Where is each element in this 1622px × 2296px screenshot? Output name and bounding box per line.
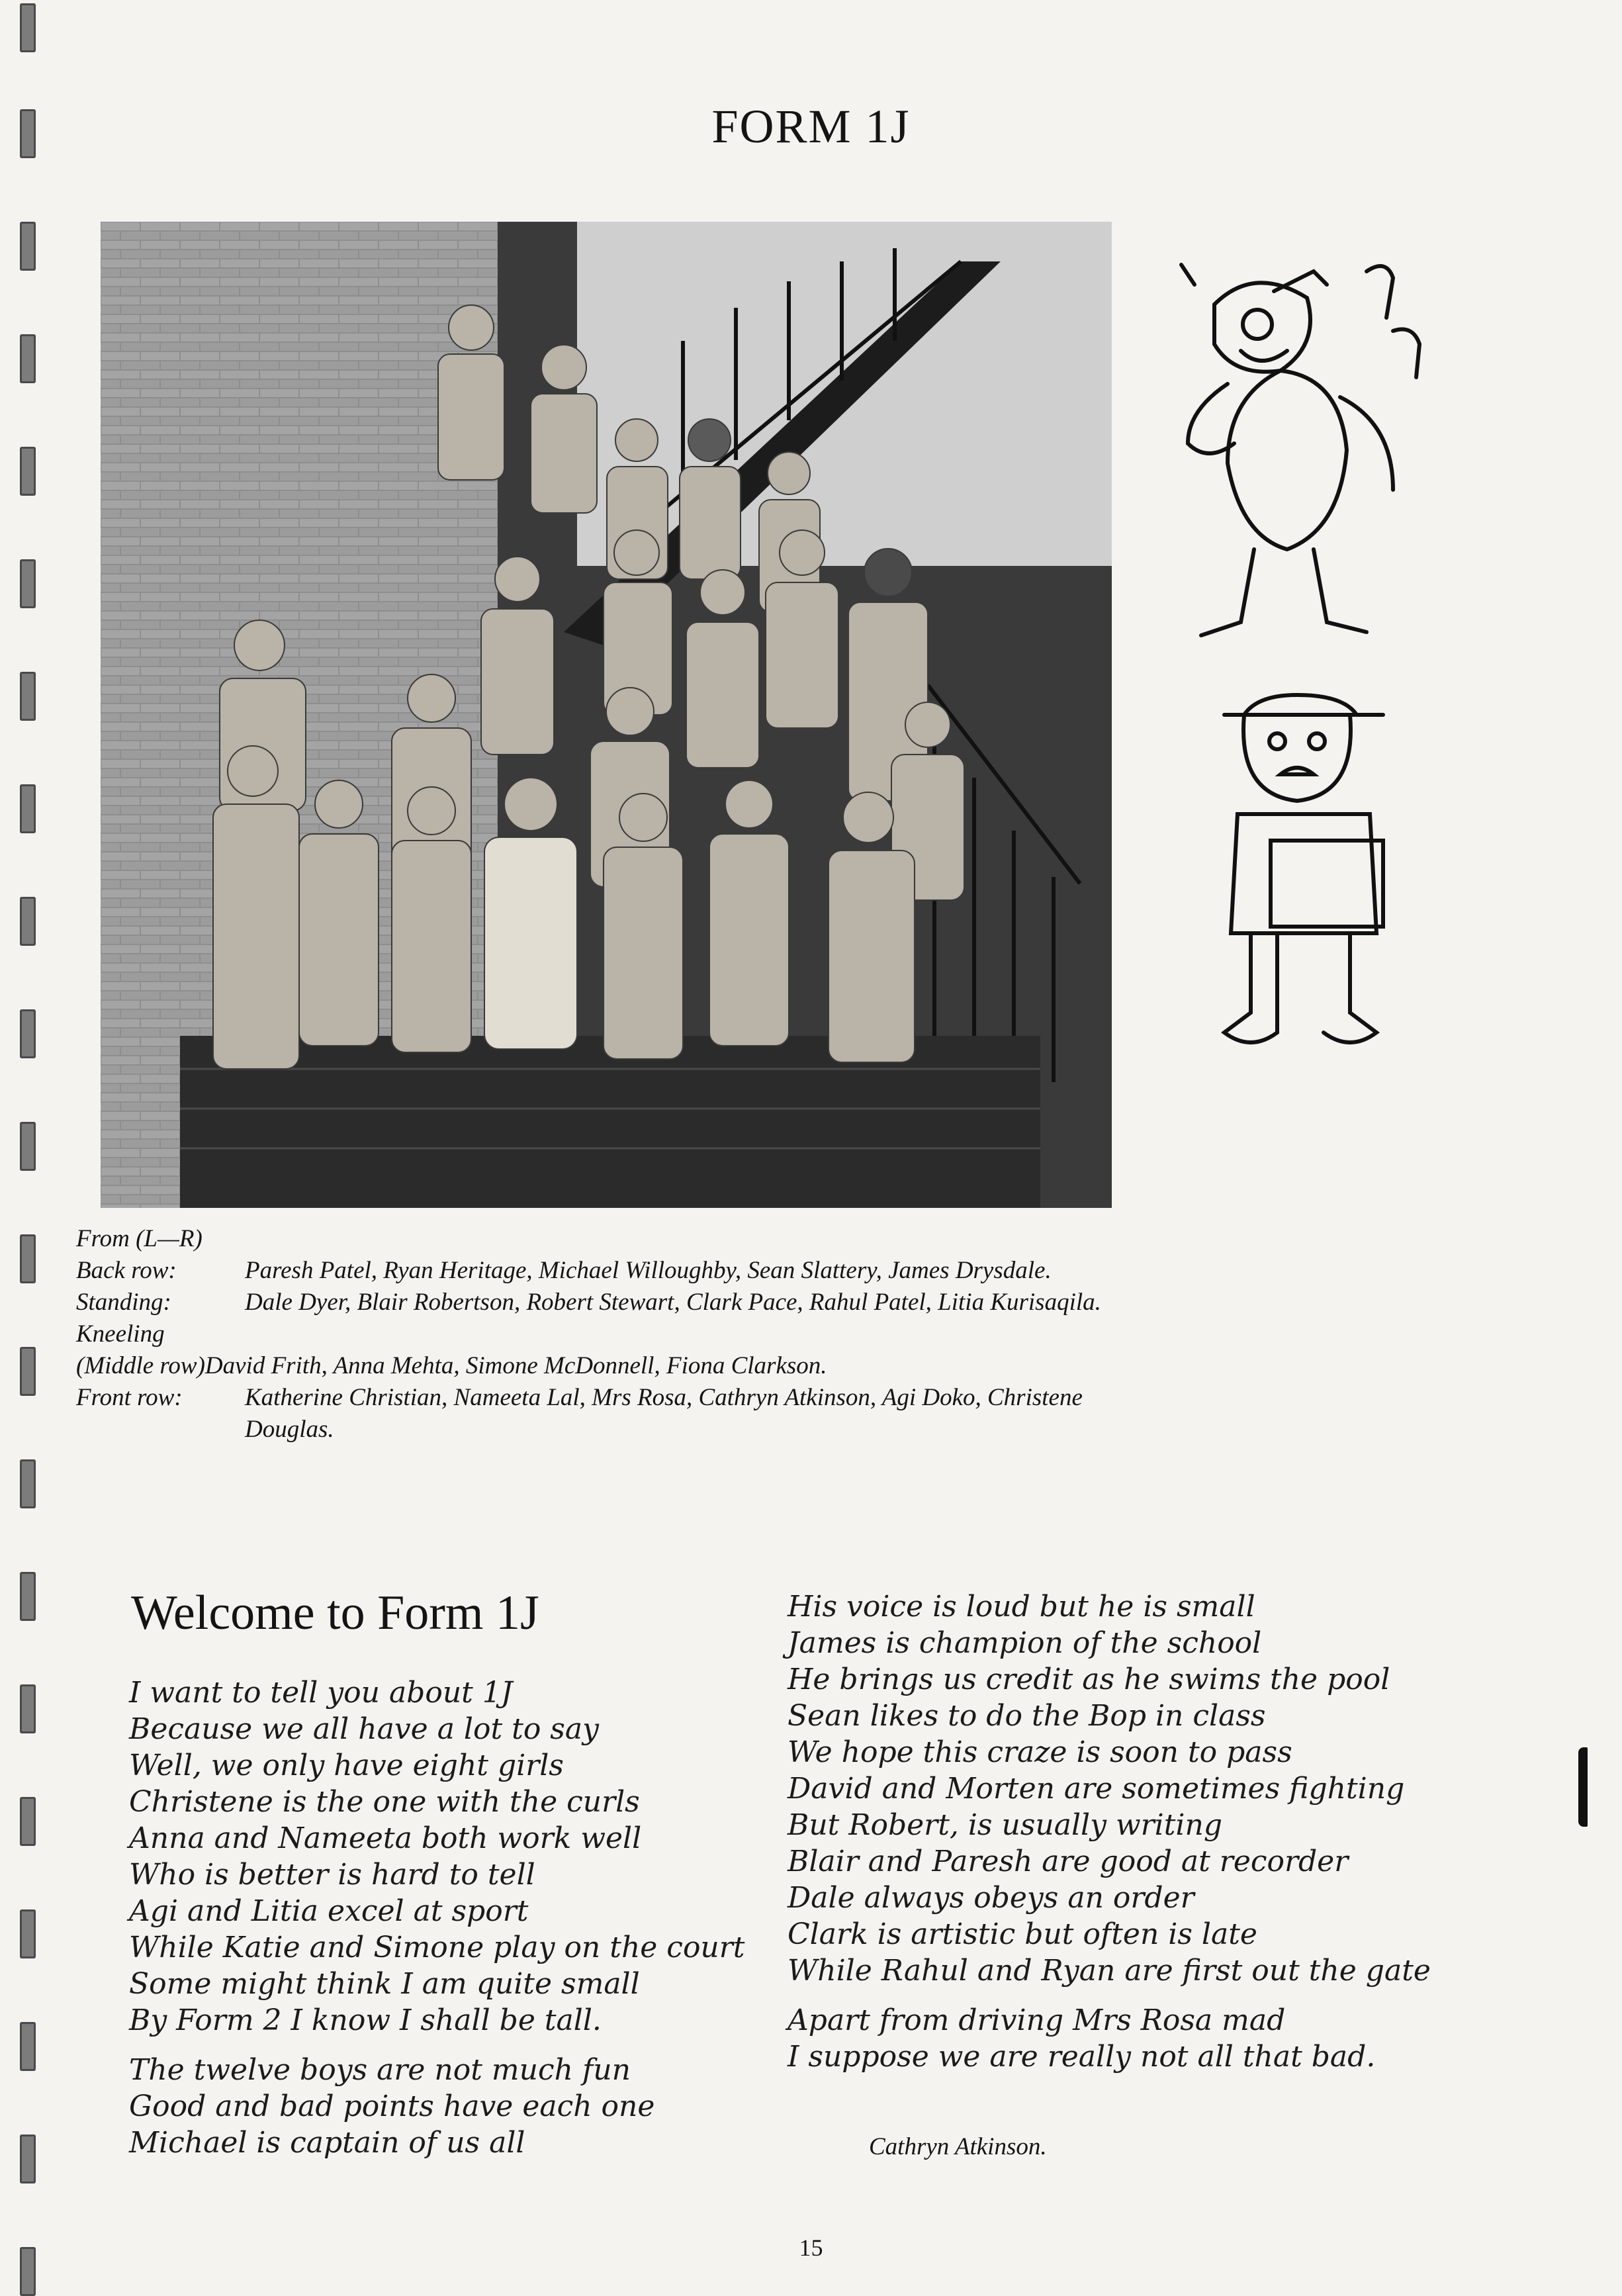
- poem-line: The twelve boys are not much fun: [129, 2053, 631, 2087]
- poem-line: While Rahul and Ryan are first out the gate: [788, 1954, 1431, 1988]
- poem-line: His voice is loud but he is small: [788, 1590, 1255, 1624]
- caption-row-label: Back row:: [76, 1257, 177, 1284]
- poem-line: While Katie and Simone play on the court: [129, 1931, 745, 1964]
- binding-hole: [20, 559, 36, 608]
- singing-boy-cartoon: [1142, 252, 1446, 662]
- class-group-photo: [101, 222, 1112, 1208]
- poem-line: Anna and Nameeta both work well: [129, 1821, 642, 1855]
- poem-line: Apart from driving Mrs Rosa mad: [788, 2003, 1286, 2037]
- poem-stanza: [788, 1588, 1431, 1989]
- binding-hole: [20, 1122, 36, 1171]
- boy-with-sign-cartoon: [1198, 688, 1410, 1059]
- binding-hole: [20, 3, 36, 52]
- caption-row-names: Katherine Christian, Nameeta Lal, Mrs Rosa, Cathryn Atkinson, Agi Doko, Christene Douglas.: [245, 1384, 1083, 1443]
- poem-line: Blair and Paresh are good at recorder: [788, 1845, 1349, 1878]
- poem-author: Cathryn Atkinson.: [869, 2133, 1047, 2160]
- poem-line: Clark is artistic but often is late: [788, 1917, 1257, 1951]
- poem-line: Sean likes to do the Bop in class: [788, 1699, 1266, 1733]
- page-edge-mark: [1578, 1747, 1588, 1827]
- poem-line: But Robert, is usually writing: [788, 1808, 1222, 1842]
- binding-hole: [20, 1009, 36, 1058]
- poem-line: We hope this craze is soon to pass: [788, 1735, 1292, 1769]
- poem-stanza: [788, 2002, 1431, 2075]
- poem-line: I want to tell you about 1J: [129, 1676, 513, 1710]
- caption-row: [76, 1350, 1201, 1382]
- binding-hole: [20, 2022, 36, 2071]
- caption-row: [76, 1287, 1201, 1318]
- caption-row: [76, 1318, 1201, 1350]
- binding-hole: [20, 1347, 36, 1396]
- binding-hole: [20, 2135, 36, 2183]
- binding-hole: [20, 1684, 36, 1733]
- binding-hole: [20, 334, 36, 383]
- page-number: 15: [799, 2234, 823, 2261]
- poem-line: Well, we only have eight girls: [129, 1749, 564, 1782]
- poem-line: Because we all have a lot to say: [129, 1712, 599, 1746]
- poem-line: Good and bad points have each one: [129, 2089, 655, 2123]
- caption-row-names: David Frith, Anna Mehta, Simone McDonnell, Fiona Clarkson.: [204, 1352, 827, 1379]
- caption-row-names: Dale Dyer, Blair Robertson, Robert Stewart, Clark Pace, Rahul Patel, Litia Kurisaqila.: [245, 1289, 1101, 1316]
- binding-holes: [20, 0, 40, 2290]
- poem-line: Who is better is hard to tell: [129, 1858, 535, 1892]
- caption-row-label: Kneeling: [76, 1320, 165, 1348]
- poem-line: Agi and Litia excel at sport: [129, 1894, 529, 1928]
- caption-heading-row: [76, 1223, 1201, 1255]
- page-title: FORM 1J: [711, 100, 911, 153]
- caption-row: [76, 1255, 1201, 1287]
- binding-hole: [20, 222, 36, 271]
- binding-hole: [20, 1797, 36, 1846]
- caption-row: [76, 1382, 1201, 1446]
- poem-left-column: [129, 1675, 745, 2174]
- binding-hole: [20, 1234, 36, 1283]
- binding-hole: [20, 1909, 36, 1958]
- poem-line: Christene is the one with the curls: [129, 1785, 640, 1819]
- photo-caption: [76, 1223, 1201, 1446]
- poem-line: Some might think I am quite small: [129, 1967, 640, 2001]
- poem-title: Welcome to Form 1J: [131, 1586, 539, 1640]
- poem-line: James is champion of the school: [788, 1626, 1262, 1660]
- poem-stanza: [129, 1675, 745, 2039]
- binding-hole: [20, 447, 36, 496]
- poem-line: Dale always obeys an order: [788, 1881, 1194, 1915]
- binding-hole: [20, 897, 36, 946]
- poem-line: Michael is captain of us all: [129, 2126, 525, 2160]
- poem-line: By Form 2 I know I shall be tall.: [129, 2003, 602, 2037]
- poem-line: I suppose we are really not all that bad.: [788, 2040, 1376, 2074]
- caption-row-label: (Middle row): [76, 1352, 205, 1379]
- poem-line: David and Morten are sometimes fighting: [788, 1772, 1405, 1806]
- caption-row-names: [245, 1318, 1201, 1350]
- binding-hole: [20, 784, 36, 833]
- binding-hole: [20, 1459, 36, 1508]
- binding-hole: [20, 672, 36, 721]
- caption-heading: From (L—R): [76, 1225, 203, 1252]
- caption-row-label: Standing:: [76, 1289, 171, 1316]
- caption-row-label: Front row:: [76, 1384, 183, 1411]
- poem-right-column: [788, 1588, 1431, 2088]
- poem-line: He brings us credit as he swims the pool: [788, 1663, 1390, 1696]
- caption-row-names: Paresh Patel, Ryan Heritage, Michael Willoughby, Sean Slattery, James Drysdale.: [245, 1257, 1052, 1284]
- binding-hole: [20, 1572, 36, 1621]
- poem-stanza: [129, 2052, 745, 2161]
